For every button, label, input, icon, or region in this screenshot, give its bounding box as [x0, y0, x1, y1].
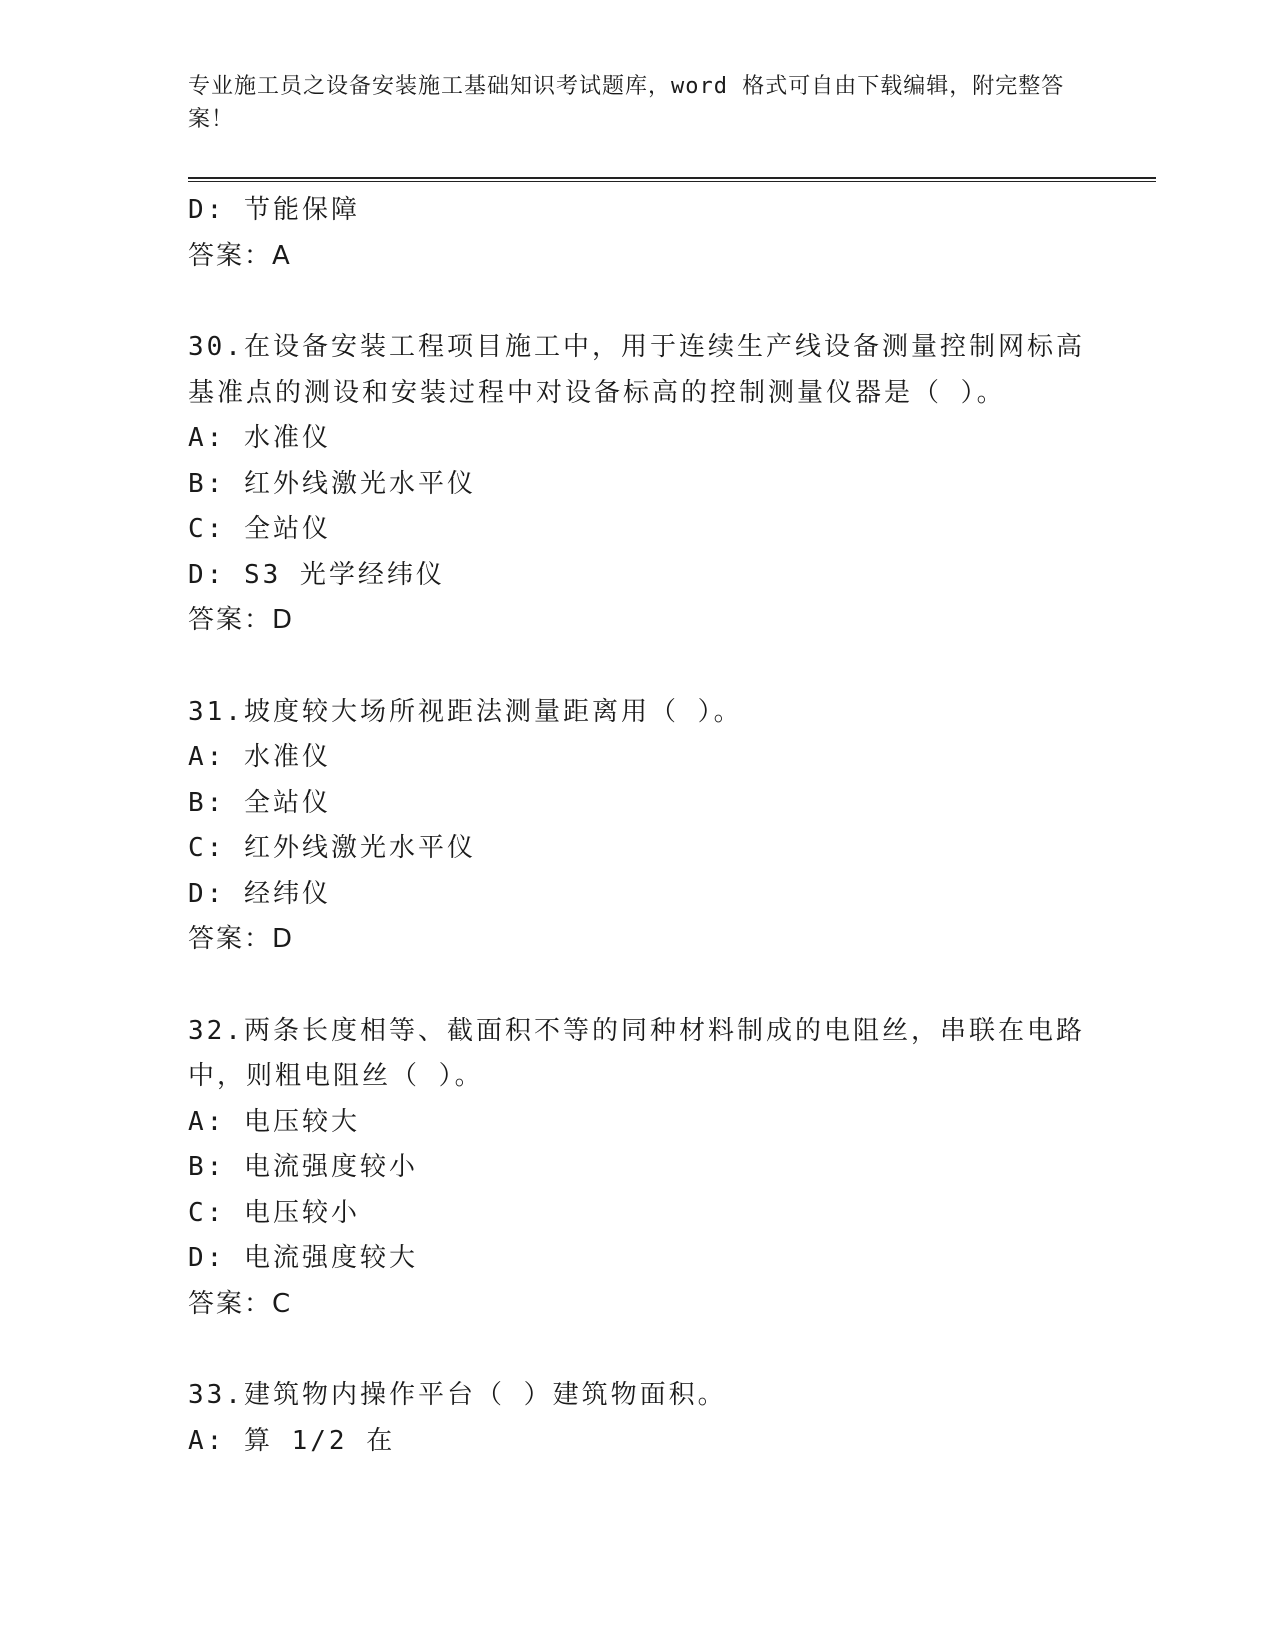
question-31-text-line1: 31.坡度较大场所视距法测量距离用（ ）。 [188, 696, 743, 727]
question-31 [188, 690, 1088, 963]
question-30-text-line1: 30.在设备安装工程项目施工中，用于连续生产线设备测量控制网标高 [188, 332, 1085, 362]
question-30-option-d: D: S3 光学经纬仪 [188, 559, 445, 590]
spacer [188, 963, 1088, 1009]
question-30-answer: 答案：D [188, 605, 295, 635]
question-31-option-d: D: 经纬仪 [188, 878, 331, 909]
question-32-text-line1: 32.两条长度相等、截面积不等的同种材料制成的电阻丝，串联在电路 [188, 1015, 1085, 1046]
spacer [188, 644, 1088, 690]
question-31-option-b: B: 全站仪 [188, 787, 331, 818]
question-31-option-c: C: 红外线激光水平仪 [188, 833, 476, 863]
question-list [188, 188, 1088, 1464]
prev-option-d: D: 节能保障 [188, 195, 360, 225]
question-33-text-line1: 33.建筑物内操作平台（ ）建筑物面积。 [188, 1380, 727, 1410]
question-32 [188, 1009, 1088, 1328]
prev-answer: 答案：A [188, 240, 292, 271]
question-30-option-c: C: 全站仪 [188, 514, 331, 544]
header-text: 专业施工员之设备安装施工基础知识考试题库，word 格式可自由下载编辑，附完整答案！ [188, 74, 1065, 132]
question-32-text-line2: 中，则粗电阻丝（ ）。 [188, 1061, 484, 1091]
header-divider-thick [188, 177, 1156, 179]
question-33-option-a: A: 算 1/2 在 [188, 1425, 396, 1456]
question-30-option-a: A: 水准仪 [188, 423, 331, 453]
document-header [188, 70, 1068, 136]
question-30 [188, 325, 1088, 644]
question-32-option-a: A: 电压较大 [188, 1106, 360, 1137]
question-30-text-line2: 基准点的测设和安装过程中对设备标高的控制测量仪器是（ ）。 [188, 377, 1006, 408]
question-32-answer: 答案：C [188, 1288, 293, 1319]
header-divider-thin [188, 181, 1156, 182]
question-32-option-b: B: 电流强度较小 [188, 1152, 418, 1182]
question-32-option-c: C: 电压较小 [188, 1197, 360, 1228]
question-30-option-b: B: 红外线激光水平仪 [188, 468, 476, 499]
question-31-option-a: A: 水准仪 [188, 742, 331, 772]
question-32-option-d: D: 电流强度较大 [188, 1243, 418, 1273]
question-33 [188, 1373, 1088, 1464]
spacer [188, 1327, 1088, 1373]
question-31-answer: 答案：D [188, 924, 295, 954]
spacer [188, 279, 1088, 325]
